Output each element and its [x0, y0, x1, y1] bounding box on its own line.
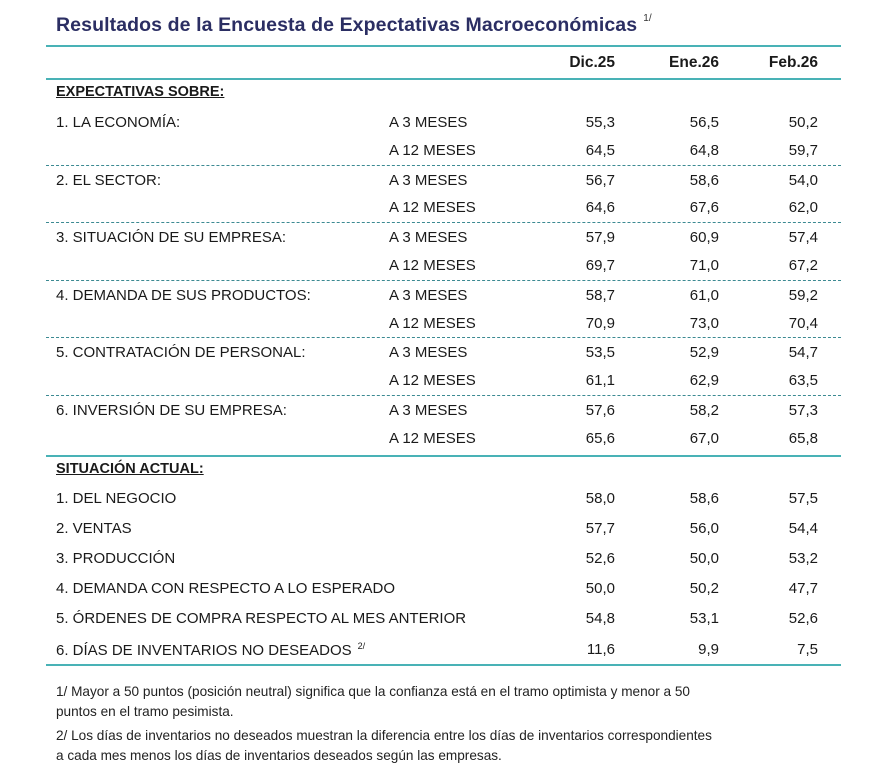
- value-cell: 58,6: [689, 172, 719, 189]
- value-cell: 54,7: [788, 344, 818, 361]
- value-cell: 56,0: [689, 520, 719, 537]
- expectation-label: 4. DEMANDA DE SUS PRODUCTOS:: [56, 287, 311, 304]
- value-cell: 52,6: [788, 610, 818, 627]
- horizon-label: A 12 MESES: [389, 372, 476, 389]
- current-situation-label-text: 6. DÍAS DE INVENTARIOS NO DESEADOS: [56, 642, 352, 659]
- horizon-label: A 12 MESES: [389, 315, 476, 332]
- value-cell: 58,7: [585, 287, 615, 304]
- value-cell: 53,5: [585, 344, 615, 361]
- group-divider: [46, 222, 841, 223]
- footnote-2-line-2: a cada mes menos los días de inventarios deseados según las empresas.: [56, 748, 502, 763]
- current-situation-label: [56, 550, 175, 567]
- value-cell: 60,9: [689, 229, 719, 246]
- expectation-label: 2. EL SECTOR:: [56, 172, 162, 189]
- current-situation-label-text: 3. PRODUCCIÓN: [56, 550, 176, 567]
- group-divider: [46, 165, 841, 166]
- value-cell: 62,0: [788, 199, 818, 216]
- current-situation-label-text: 2. VENTAS: [56, 520, 132, 537]
- value-cell: 56,7: [585, 172, 615, 189]
- value-cell: 65,8: [788, 430, 818, 447]
- value-cell: 54,8: [585, 610, 615, 627]
- title-rule: [46, 45, 841, 47]
- value-cell: 53,1: [689, 610, 719, 627]
- current-situation-label: [56, 580, 395, 597]
- footnote-1-line-2: puntos en el tramo pesimista.: [56, 704, 234, 719]
- section-heading-expectations: EXPECTATIVAS SOBRE:: [56, 84, 225, 100]
- value-cell: 56,5: [689, 114, 719, 131]
- value-cell: 58,6: [689, 490, 719, 507]
- value-cell: 70,4: [788, 315, 818, 332]
- value-cell: 64,8: [689, 142, 719, 159]
- expectation-label: 6. INVERSIÓN DE SU EMPRESA:: [56, 402, 287, 419]
- value-cell: 58,2: [689, 402, 719, 419]
- horizon-label: A 3 MESES: [389, 344, 468, 361]
- current-situation-label: [56, 520, 132, 537]
- expectation-label: 5. CONTRATACIÓN DE PERSONAL:: [56, 344, 306, 361]
- footnote-2: [56, 726, 846, 766]
- value-cell: 50,2: [689, 580, 719, 597]
- column-header: Feb.26: [768, 54, 818, 71]
- value-cell: 69,7: [585, 257, 615, 274]
- value-cell: 67,6: [689, 199, 719, 216]
- value-cell: 50,2: [788, 114, 818, 131]
- value-cell: 54,0: [788, 172, 818, 189]
- current-situation-label-text: 1. DEL NEGOCIO: [56, 490, 177, 507]
- group-divider: [46, 280, 841, 281]
- footnote-1: [56, 682, 846, 722]
- table-bottom-rule: [46, 664, 841, 666]
- value-cell: 73,0: [689, 315, 719, 332]
- value-cell: 11,6: [586, 641, 615, 658]
- group-divider: [46, 337, 841, 338]
- horizon-label: A 3 MESES: [389, 172, 468, 189]
- footnote-ref: 2/: [357, 641, 366, 651]
- value-cell: 58,0: [585, 490, 615, 507]
- value-cell: 59,7: [788, 142, 818, 159]
- expectation-label: 3. SITUACIÓN DE SU EMPRESA:: [56, 229, 287, 246]
- value-cell: 9,9: [698, 641, 719, 658]
- value-cell: 50,0: [689, 550, 719, 567]
- group-divider: [46, 395, 841, 396]
- footnote-1-line-1: 1/ Mayor a 50 puntos (posición neutral) significa que la confianza está en el tramo optimista y menor a 50: [56, 684, 690, 699]
- value-cell: 52,9: [689, 344, 719, 361]
- value-cell: 59,2: [788, 287, 818, 304]
- section-rule: [46, 455, 841, 457]
- value-cell: 52,6: [585, 550, 615, 567]
- header-rule: [46, 78, 841, 80]
- current-situation-label: [56, 641, 365, 659]
- value-cell: 57,6: [585, 402, 615, 419]
- value-cell: 57,7: [585, 520, 615, 537]
- column-header: Ene.26: [669, 54, 719, 71]
- value-cell: 70,9: [585, 315, 615, 332]
- value-cell: 64,6: [585, 199, 615, 216]
- horizon-label: A 3 MESES: [389, 114, 468, 131]
- value-cell: 7,5: [797, 641, 818, 658]
- value-cell: 61,0: [689, 287, 719, 304]
- section-heading-current: SITUACIÓN ACTUAL:: [56, 461, 204, 477]
- horizon-label: A 3 MESES: [389, 402, 468, 419]
- value-cell: 57,4: [788, 229, 818, 246]
- value-cell: 55,3: [585, 114, 615, 131]
- value-cell: 63,5: [788, 372, 818, 389]
- value-cell: 64,5: [585, 142, 615, 159]
- horizon-label: A 12 MESES: [389, 257, 476, 274]
- current-situation-label: [56, 610, 466, 627]
- value-cell: 57,3: [788, 402, 818, 419]
- value-cell: 65,6: [585, 430, 615, 447]
- value-cell: 50,0: [585, 580, 615, 597]
- value-cell: 71,0: [689, 257, 719, 274]
- current-situation-label: [56, 490, 176, 507]
- horizon-label: A 3 MESES: [389, 287, 468, 304]
- value-cell: 57,5: [788, 490, 818, 507]
- value-cell: 53,2: [788, 550, 818, 567]
- value-cell: 47,7: [788, 580, 818, 597]
- value-cell: 61,1: [585, 372, 615, 389]
- value-cell: 67,0: [689, 430, 719, 447]
- horizon-label: A 12 MESES: [389, 199, 476, 216]
- value-cell: 57,9: [585, 229, 615, 246]
- column-header: Dic.25: [569, 54, 615, 71]
- current-situation-label-text: 4. DEMANDA CON RESPECTO A LO ESPERADO: [56, 580, 395, 597]
- page-title: Resultados de la Encuesta de Expectativas Macroeconómicas $^{1/}$: [56, 12, 652, 36]
- expectation-label: 1. LA ECONOMÍA:: [56, 114, 181, 131]
- value-cell: 62,9: [689, 372, 719, 389]
- value-cell: 54,4: [788, 520, 818, 537]
- footnote-2-line-1: 2/ Los días de inventarios no deseados muestran la diferencia entre los días de inventarios correspondientes: [56, 728, 712, 743]
- horizon-label: A 3 MESES: [389, 229, 468, 246]
- value-cell: 67,2: [788, 257, 818, 274]
- title-footnote-ref: 1/: [643, 12, 652, 24]
- current-situation-label-text: 5. ÓRDENES DE COMPRA RESPECTO AL MES ANTERIOR: [56, 610, 467, 627]
- horizon-label: A 12 MESES: [389, 142, 476, 159]
- horizon-label: A 12 MESES: [389, 430, 476, 447]
